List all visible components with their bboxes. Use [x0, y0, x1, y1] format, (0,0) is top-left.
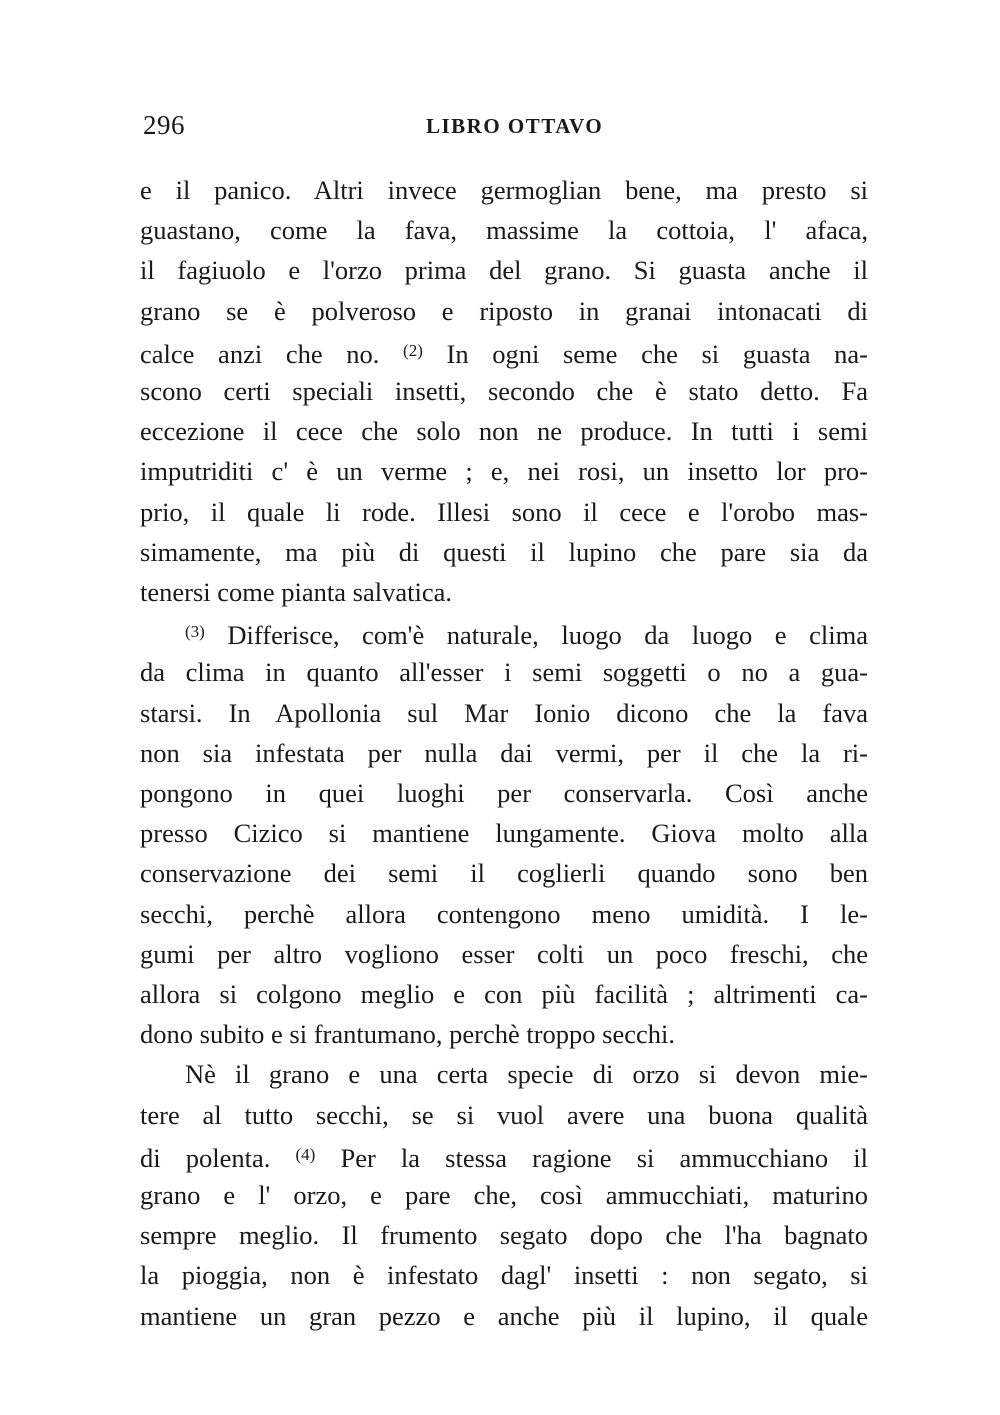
text-line — [140, 1255, 868, 1295]
text-line — [140, 1215, 868, 1255]
text-line — [140, 853, 868, 893]
line-text: Differisce, com'è naturale, luogo da luogo e clima — [204, 620, 868, 651]
text-line — [140, 773, 868, 813]
text-line — [140, 411, 868, 451]
line-text: eccezione il cece che solo non ne produce. In tutti i semi — [140, 416, 868, 447]
line-text: conservazione dei semi il coglierli quando sono ben — [140, 858, 868, 889]
line-text: Nè il grano e una certa specie di orzo si devon mie- — [185, 1059, 868, 1090]
line-text: dono subito e si frantumano, perchè troppo secchi. — [140, 1019, 676, 1050]
text-line — [185, 1054, 868, 1094]
line-text: non sia infestata per nulla dai vermi, per il che la ri- — [140, 737, 868, 768]
text-line — [140, 733, 868, 773]
text-line — [140, 291, 868, 331]
line-text: secchi, perchè allora contengono meno umidità. I le- — [140, 898, 868, 929]
footnote-marker: (2) — [403, 340, 423, 360]
line-text: prio, il quale li rode. Illesi sono il cece e l'orobo mas- — [140, 496, 868, 527]
text-line — [185, 612, 868, 652]
line-text: tenersi come pianta salvatica. — [140, 577, 452, 607]
text-line — [140, 1014, 868, 1054]
line-text: grano e l' orzo, e pare che, così ammucchiati, maturino — [140, 1180, 868, 1210]
text-line — [140, 1095, 868, 1135]
text-line — [140, 210, 868, 250]
text-line — [140, 492, 868, 532]
line-text: Per la stessa ragione si ammucchiano il — [315, 1142, 868, 1173]
text-line — [140, 532, 868, 572]
text-line — [140, 371, 868, 411]
line-text: scono certi speciali insetti, secondo che è stato detto. Fa — [140, 376, 868, 406]
line-text: imputriditi c' è un verme ; e, nei rosi, un insetto lor pro- — [140, 456, 868, 487]
line-text: grano se è polveroso e riposto in granai intonacati di — [140, 295, 868, 326]
text-line — [140, 1296, 868, 1336]
text-line — [140, 934, 868, 974]
line-text: pongono in quei luoghi per conservarla. Così anche — [140, 778, 868, 808]
line-text: da clima in quanto all'esser i semi soggetti o no a gua- — [140, 657, 868, 688]
running-head: LIBRO OTTAVO — [426, 114, 604, 138]
text-line — [140, 170, 868, 210]
text-line — [140, 974, 868, 1014]
line-text: calce anzi che no. — [140, 338, 404, 369]
footnote-marker: (4) — [295, 1144, 316, 1164]
text-line — [140, 250, 868, 290]
text-line — [140, 451, 868, 491]
line-text: tere al tutto secchi, se si vuol avere una buona qualità — [140, 1099, 868, 1130]
text-line — [140, 894, 868, 934]
line-text: simamente, ma più di questi il lupino che pare sia da — [140, 536, 868, 567]
line-text: starsi. In Apollonia sul Mar Ionio dicono che la fava — [140, 697, 868, 728]
text-line — [140, 652, 868, 692]
text-line — [140, 331, 868, 371]
text-line — [140, 1135, 868, 1175]
line-text: allora si colgono meglio e con più facilità ; altrimenti ca- — [140, 979, 868, 1009]
page-number: 296 — [143, 110, 185, 140]
line-text: gumi per altro vogliono esser colti un poco freschi, che — [140, 938, 868, 969]
line-text: sempre meglio. Il frumento segato dopo che l'ha bagnato — [140, 1220, 868, 1251]
text-line — [140, 813, 868, 853]
text-line — [140, 572, 868, 612]
line-text: di polenta. — [140, 1142, 296, 1173]
line-text: la pioggia, non è infestato dagl' insetti : non segato, si — [140, 1260, 868, 1291]
text-line — [140, 693, 868, 733]
text-line — [140, 1175, 868, 1215]
line-text: e il panico. Altri invece germoglian bene, ma presto si — [140, 175, 868, 205]
line-text: presso Cizico si mantiene lungamente. Giova molto alla — [140, 818, 868, 849]
line-text: mantiene un gran pezzo e anche più il lupino, il quale — [140, 1300, 868, 1331]
line-text: il fagiuolo e l'orzo prima del grano. Si guasta anche il — [140, 255, 868, 286]
line-text: guastano, come la fava, massime la cottoia, l' afaca, — [140, 215, 868, 246]
footnote-marker: (3) — [185, 622, 205, 642]
line-text: In ogni seme che si guasta na- — [422, 338, 868, 369]
